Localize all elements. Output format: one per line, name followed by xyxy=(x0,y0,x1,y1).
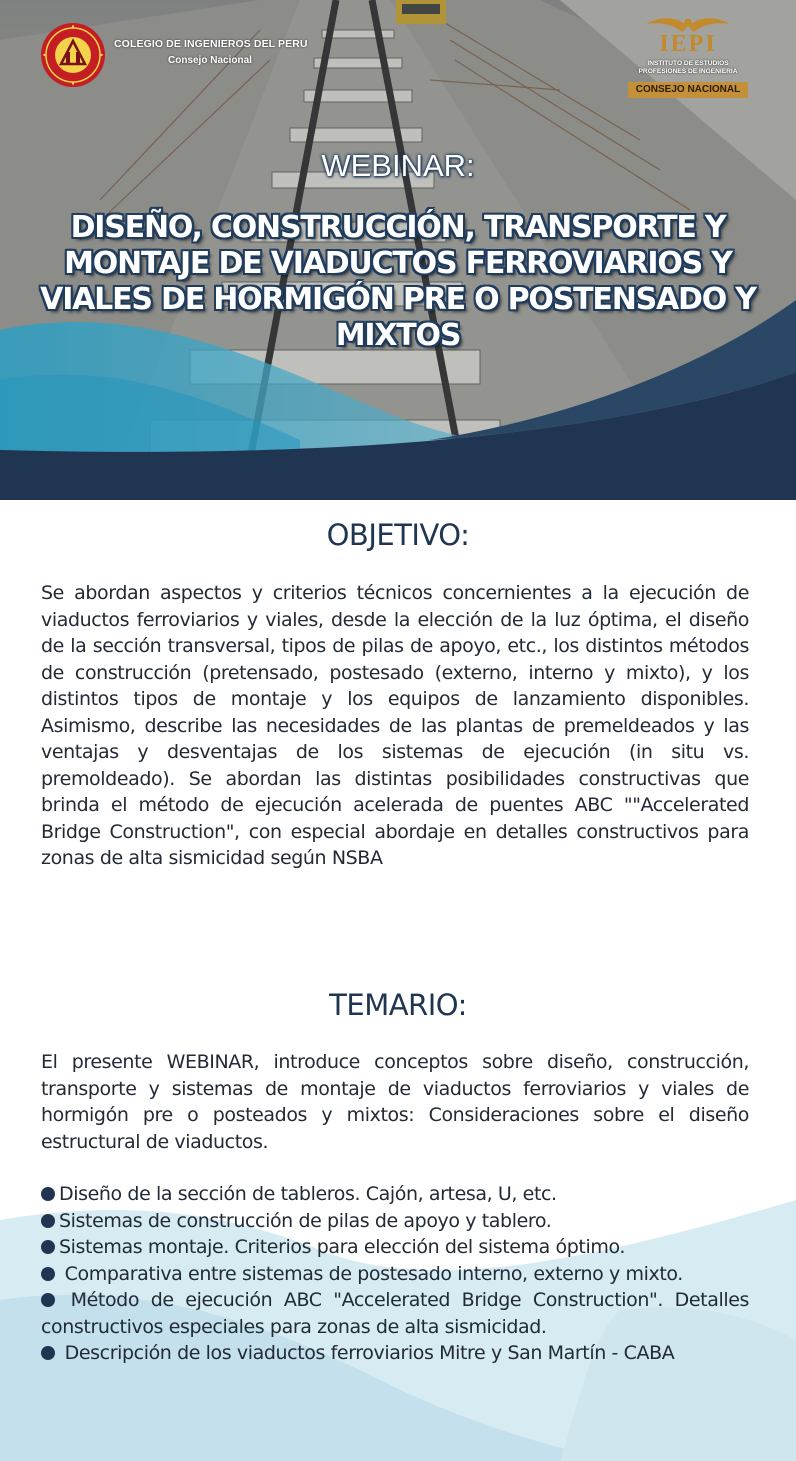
temario-topic-list xyxy=(41,1181,749,1367)
bullet-dot-icon xyxy=(41,1346,55,1360)
webinar-title: DISEÑO, CONSTRUCCIÓN, TRANSPORTE Y MONTAJE DE VIADUCTOS FERROVIARIOS Y VIALES DE HORMIGÓN PRE O POSTENSADO Y MIXTOS xyxy=(40,210,756,353)
iepi-full-name: INSTITUTO DE ESTUDIOS PROFESIONES DE INGENIERIA xyxy=(638,60,738,75)
list-item xyxy=(41,1181,749,1208)
topic-text: Comparativa entre sistemas de postesado interno, externo y mixto. xyxy=(59,1262,683,1285)
list-item xyxy=(41,1234,749,1261)
consejo-nacional-badge: CONSEJO NACIONAL xyxy=(628,82,748,98)
iepi-logo xyxy=(624,12,752,95)
list-item xyxy=(41,1208,749,1235)
objetivo-heading: OBJETIVO: xyxy=(326,518,470,552)
organization-subtitle: Consejo Nacional xyxy=(168,55,252,66)
bullet-dot-icon xyxy=(41,1214,55,1228)
objetivo-paragraph: Se abordan aspectos y criterios técnicos concernientes a la ejecución de viaductos ferroviarios y viales, desde la elección de la luz óptima, el diseño de la sección transversal, tipos de pilas de apoyo, etc., los distintos métodos de construcción (pretensado, postesado (externo, interno y mixto), y los distintos tipos de montaje y los equipos de lanzamiento disponibles. Asimismo, describe las necesidades de las plantas de premeldeados y las ventajas y desventajas de los sistemas de ejecución (in situ vs. premoldeado). Se abordan las distintas posibilidades constructivas que brinda el método de ejecución acelerada de puentes ABC ""Accelerated Bridge Construction", con especial abordaje en detalles constructivos para zonas de alta sismicidad según NSBA xyxy=(41,582,749,869)
temario-intro-paragraph: El presente WEBINAR, introduce conceptos sobre diseño, construcción, transporte y sistemas de montaje de viaductos ferroviarios y viales de hormigón pre o posteados y mixtos: Consideraciones sobre el diseño estructural de viaductos. xyxy=(41,1051,749,1153)
organization-name: COLEGIO DE INGENIEROS DEL PERU xyxy=(114,38,308,50)
topic-text: Método de ejecución ABC "Accelerated Bridge Construction". Detalles constructivos especiales para zonas de alta sismicidad. xyxy=(41,1289,749,1338)
list-item xyxy=(41,1340,749,1367)
webinar-label: WEBINAR: xyxy=(321,148,475,183)
temario-heading: TEMARIO: xyxy=(329,988,467,1022)
hero-banner xyxy=(0,0,796,500)
topic-text: Descripción de los viaductos ferroviarios Mitre y San Martín - CABA xyxy=(59,1342,675,1364)
bullet-dot-icon xyxy=(41,1187,55,1201)
list-item xyxy=(41,1261,749,1288)
bullet-dot-icon xyxy=(41,1240,55,1254)
bullet-dot-icon xyxy=(41,1267,55,1281)
topic-text: Sistemas de construcción de pilas de apoyo y tablero. xyxy=(59,1209,552,1232)
topic-text: Sistemas montaje. Criterios para elección del sistema óptimo. xyxy=(59,1236,625,1258)
iepi-abbreviation: IEPI xyxy=(659,31,717,57)
bullet-dot-icon xyxy=(41,1293,55,1307)
cip-seal-logo xyxy=(40,22,106,88)
list-item xyxy=(41,1287,749,1340)
topic-text: Diseño de la sección de tableros. Cajón, artesa, U, etc. xyxy=(59,1183,557,1205)
